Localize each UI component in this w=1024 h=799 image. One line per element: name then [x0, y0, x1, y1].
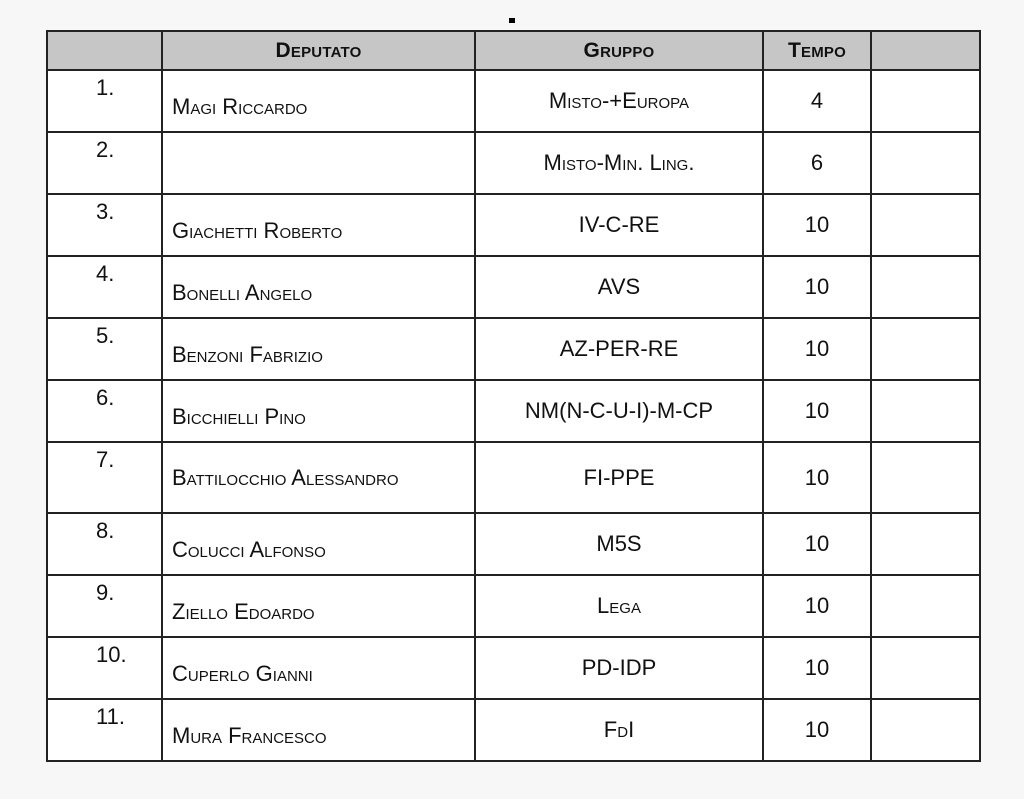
row-tempo: 6 [763, 132, 871, 194]
row-extra [871, 70, 980, 132]
row-tempo: 10 [763, 699, 871, 761]
table-row [47, 194, 980, 256]
row-number: 4. [47, 256, 162, 318]
row-extra [871, 132, 980, 194]
row-gruppo: AVS [475, 256, 763, 318]
table-row [47, 637, 980, 699]
row-deputato [162, 132, 475, 194]
row-extra [871, 380, 980, 442]
row-deputato: Ziello Edoardo [162, 575, 475, 637]
row-gruppo: Lega [475, 575, 763, 637]
row-gruppo: M5S [475, 513, 763, 575]
table-row [47, 318, 980, 380]
row-number: 3. [47, 194, 162, 256]
row-deputato: Cuperlo Gianni [162, 637, 475, 699]
row-number: 8. [47, 513, 162, 575]
header-tempo: Tempo [763, 31, 871, 70]
row-tempo: 10 [763, 637, 871, 699]
row-deputato: Battilocchio Alessandro [162, 442, 475, 513]
speakers-table [46, 30, 981, 762]
row-gruppo: PD-IDP [475, 637, 763, 699]
row-deputato: Magi Riccardo [162, 70, 475, 132]
row-deputato: Bicchielli Pino [162, 380, 475, 442]
row-number: 9. [47, 575, 162, 637]
row-extra [871, 442, 980, 513]
row-gruppo: Misto-Min. Ling. [475, 132, 763, 194]
table-row [47, 132, 980, 194]
row-number: 10. [47, 637, 162, 699]
row-deputato: Benzoni Fabrizio [162, 318, 475, 380]
table-row [47, 513, 980, 575]
row-extra [871, 318, 980, 380]
row-extra [871, 256, 980, 318]
table-row [47, 70, 980, 132]
header-gruppo: Gruppo [475, 31, 763, 70]
row-deputato: Bonelli Angelo [162, 256, 475, 318]
row-number: 2. [47, 132, 162, 194]
row-tempo: 10 [763, 194, 871, 256]
table-row [47, 380, 980, 442]
row-tempo: 10 [763, 575, 871, 637]
row-deputato: Colucci Alfonso [162, 513, 475, 575]
row-number: 7. [47, 442, 162, 513]
row-number: 11. [47, 699, 162, 761]
row-extra [871, 637, 980, 699]
header-extra [871, 31, 980, 70]
row-gruppo: IV-C-RE [475, 194, 763, 256]
row-extra [871, 513, 980, 575]
header-deputato: Deputato [162, 31, 475, 70]
row-number: 6. [47, 380, 162, 442]
table-row [47, 256, 980, 318]
row-gruppo: AZ-PER-RE [475, 318, 763, 380]
row-number: 5. [47, 318, 162, 380]
row-tempo: 10 [763, 442, 871, 513]
row-gruppo: FdI [475, 699, 763, 761]
dot-mark [509, 18, 515, 23]
row-tempo: 4 [763, 70, 871, 132]
row-tempo: 10 [763, 513, 871, 575]
row-deputato: Mura Francesco [162, 699, 475, 761]
header-number [47, 31, 162, 70]
row-gruppo: Misto-+Europa [475, 70, 763, 132]
table-row [47, 442, 980, 513]
table-row [47, 699, 980, 761]
row-tempo: 10 [763, 256, 871, 318]
row-gruppo: NM(N-C-U-I)-M-CP [475, 380, 763, 442]
row-extra [871, 575, 980, 637]
row-tempo: 10 [763, 380, 871, 442]
row-tempo: 10 [763, 318, 871, 380]
row-extra [871, 194, 980, 256]
table-header-row [47, 31, 980, 70]
row-gruppo: FI-PPE [475, 442, 763, 513]
row-deputato: Giachetti Roberto [162, 194, 475, 256]
row-number: 1. [47, 70, 162, 132]
table-row [47, 575, 980, 637]
row-extra [871, 699, 980, 761]
